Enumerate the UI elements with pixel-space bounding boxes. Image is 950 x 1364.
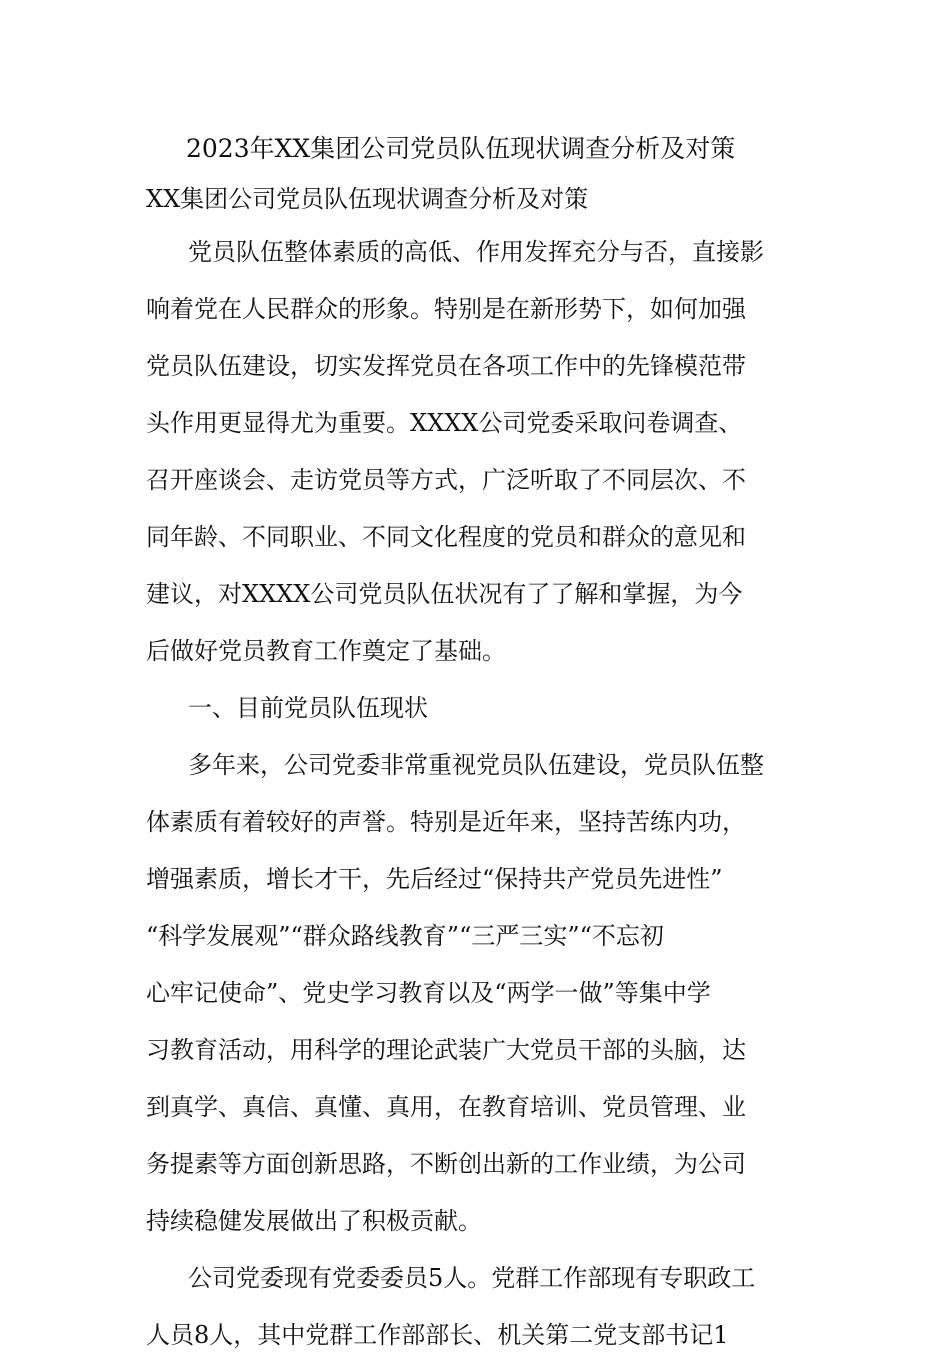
paragraph-line: 务提素等方面创新思路，不断创出新的工作业绩，为公司 — [146, 1150, 746, 1178]
paragraph-line: 召开座谈会、走访党员等方式，广泛听取了不同层次、不 — [146, 466, 746, 494]
paragraph-line: 多年来，公司党委非常重视党员队伍建设，党员队伍整 — [188, 751, 764, 779]
paragraph-line: “科学发展观”“群众路线教育”“三严三实”“不忘初 — [146, 922, 664, 950]
document-title: 2023年XX集团公司党员队伍现状调查分析及对策 — [186, 134, 736, 163]
paragraph-line: 响着党在人民群众的形象。特别是在新形势下，如何加强 — [146, 295, 746, 323]
document-subtitle: XX集团公司党员队伍现状调查分析及对策 — [146, 185, 589, 213]
paragraph-line: 心牢记使命”、党史学习教育以及“两学一做”等集中学 — [146, 979, 711, 1007]
paragraph-line: 持续稳健发展做出了积极贡献。 — [146, 1207, 482, 1235]
paragraph-line: 党员队伍整体素质的高低、作用发挥充分与否，直接影 — [188, 238, 764, 266]
section-heading — [146, 680, 806, 737]
paragraph-line: 公司党委现有党委委员5人。党群工作部现有专职政工 — [188, 1264, 756, 1292]
paragraph-line: 习教育活动，用科学的理论武装广大党员干部的头脑，达 — [146, 1036, 746, 1064]
paragraph-line: 同年龄、不同职业、不同文化程度的党员和群众的意见和 — [146, 523, 746, 551]
paragraph-line: 党员队伍建设，切实发挥党员在各项工作中的先锋模范带 — [146, 352, 746, 380]
document-body — [146, 122, 806, 1364]
paragraph-line: 头作用更显得尤为重要。XXXX公司党委采取问卷调查、 — [146, 409, 743, 437]
paragraph-committee — [146, 1250, 806, 1364]
paragraph-line: 体素质有着较好的声誉。特别是近年来，坚持苦练内功， — [146, 808, 746, 836]
paragraph-line: 建议，对XXXX公司党员队伍状况有了了解和掌握，为今 — [146, 580, 743, 608]
paragraph-line: 人员8人，其中党群工作部部长、机关第二党支部书记1 — [146, 1321, 729, 1349]
section-heading-text: 一、目前党员队伍现状 — [188, 694, 428, 722]
paragraph-line: 增强素质，增长才干，先后经过“保持共产党员先进性” — [146, 865, 723, 893]
paragraph-status — [146, 737, 806, 1250]
paragraph-line: 后做好党员教育工作奠定了基础。 — [146, 637, 506, 665]
paragraph-intro — [146, 224, 806, 680]
paragraph-line: 到真学、真信、真懂、真用，在教育培训、党员管理、业 — [146, 1093, 746, 1121]
